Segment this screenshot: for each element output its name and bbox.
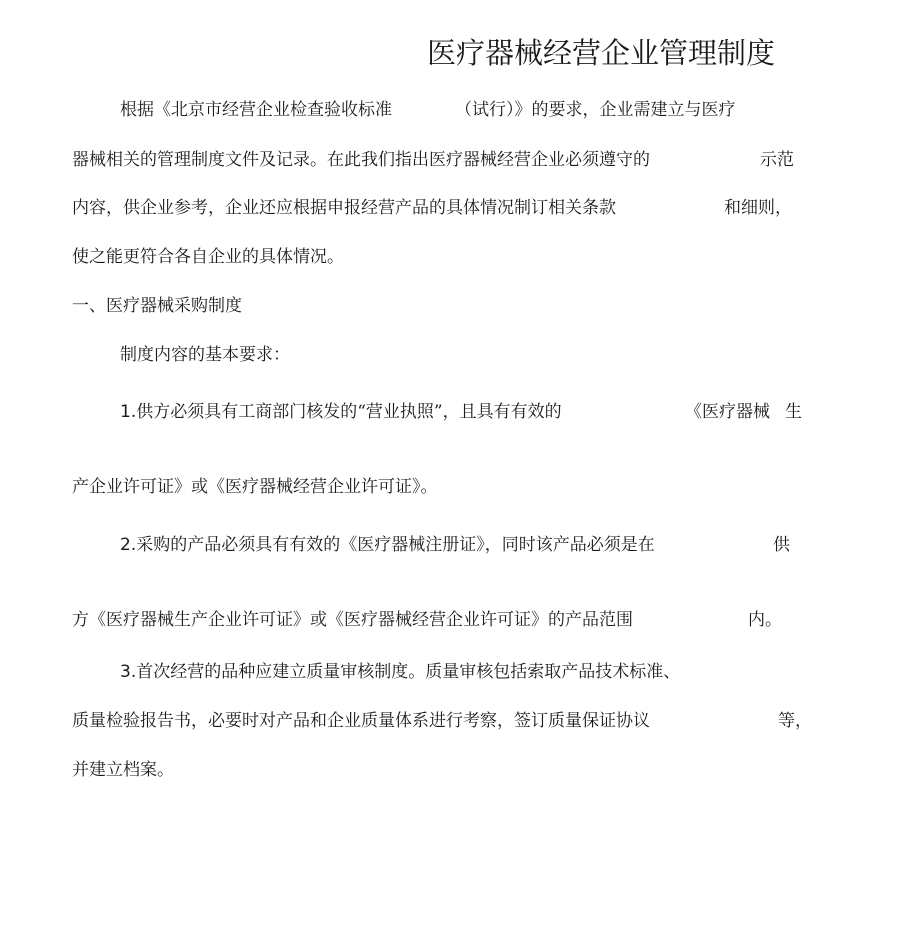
item-1-line-2: 产企业许可证》或《医疗器械经营企业许可证》。 (72, 477, 438, 497)
item-2-text-a: .采购的产品必须具有有效的《医疗器械注册证》，同时该产品必须是在 (130, 535, 655, 555)
item-1-text-a: .供方必须具有工商部门核发的“营业执照”，且具有有效的 (130, 402, 562, 422)
item-3-text-a: .首次经营的品种应建立质量审核制度。质量审核包括索取产品技术标准、 (130, 662, 681, 682)
item-2-line-2b: 内。 (748, 610, 782, 630)
intro-line-3a: 内容，供企业参考，企业还应根据申报经营产品的具体情况制订相关条款 (72, 198, 616, 218)
item-2-number: 2 (120, 535, 131, 555)
item-3-number: 3 (120, 662, 131, 682)
intro-line-3b: 和细则， (724, 198, 792, 218)
item-2-line-1b: 供 (773, 535, 790, 555)
item-3-line-1 (120, 662, 680, 682)
item-3-line-2b: 等， (778, 711, 812, 731)
item-2-line-2a: 方《医疗器械生产企业许可证》或《医疗器械经营企业许可证》的产品范围 (72, 610, 633, 630)
intro-line-2a: 器械相关的管理制度文件及记录。在此我们指出医疗器械经营企业必须遵守的 (72, 150, 650, 170)
intro-line-2b: 示范 (760, 150, 794, 170)
item-2-line-1 (120, 535, 655, 555)
item-1-number: 1 (120, 402, 131, 422)
item-1-line-1 (120, 402, 562, 422)
intro-line-1a: 根据《北京市经营企业检查验收标准 (120, 100, 392, 120)
section-subheading: 制度内容的基本要求： (120, 345, 290, 365)
section-heading: 一、医疗器械采购制度 (72, 296, 242, 316)
item-1-line-1c: 生 (785, 402, 802, 422)
item-1-line-1b: 《医疗器械 (685, 402, 770, 422)
item-3-line-3: 并建立档案。 (72, 760, 174, 780)
document-title: 医疗器械经营企业管理制度 (427, 36, 776, 70)
intro-line-4: 使之能更符合各自企业的具体情况。 (72, 247, 344, 267)
intro-line-1b: （试行）》的要求，企业需建立与医疗 (455, 100, 736, 120)
item-3-line-2a: 质量检验报告书，必要时对产品和企业质量体系进行考察，签订质量保证协议 (72, 711, 650, 731)
